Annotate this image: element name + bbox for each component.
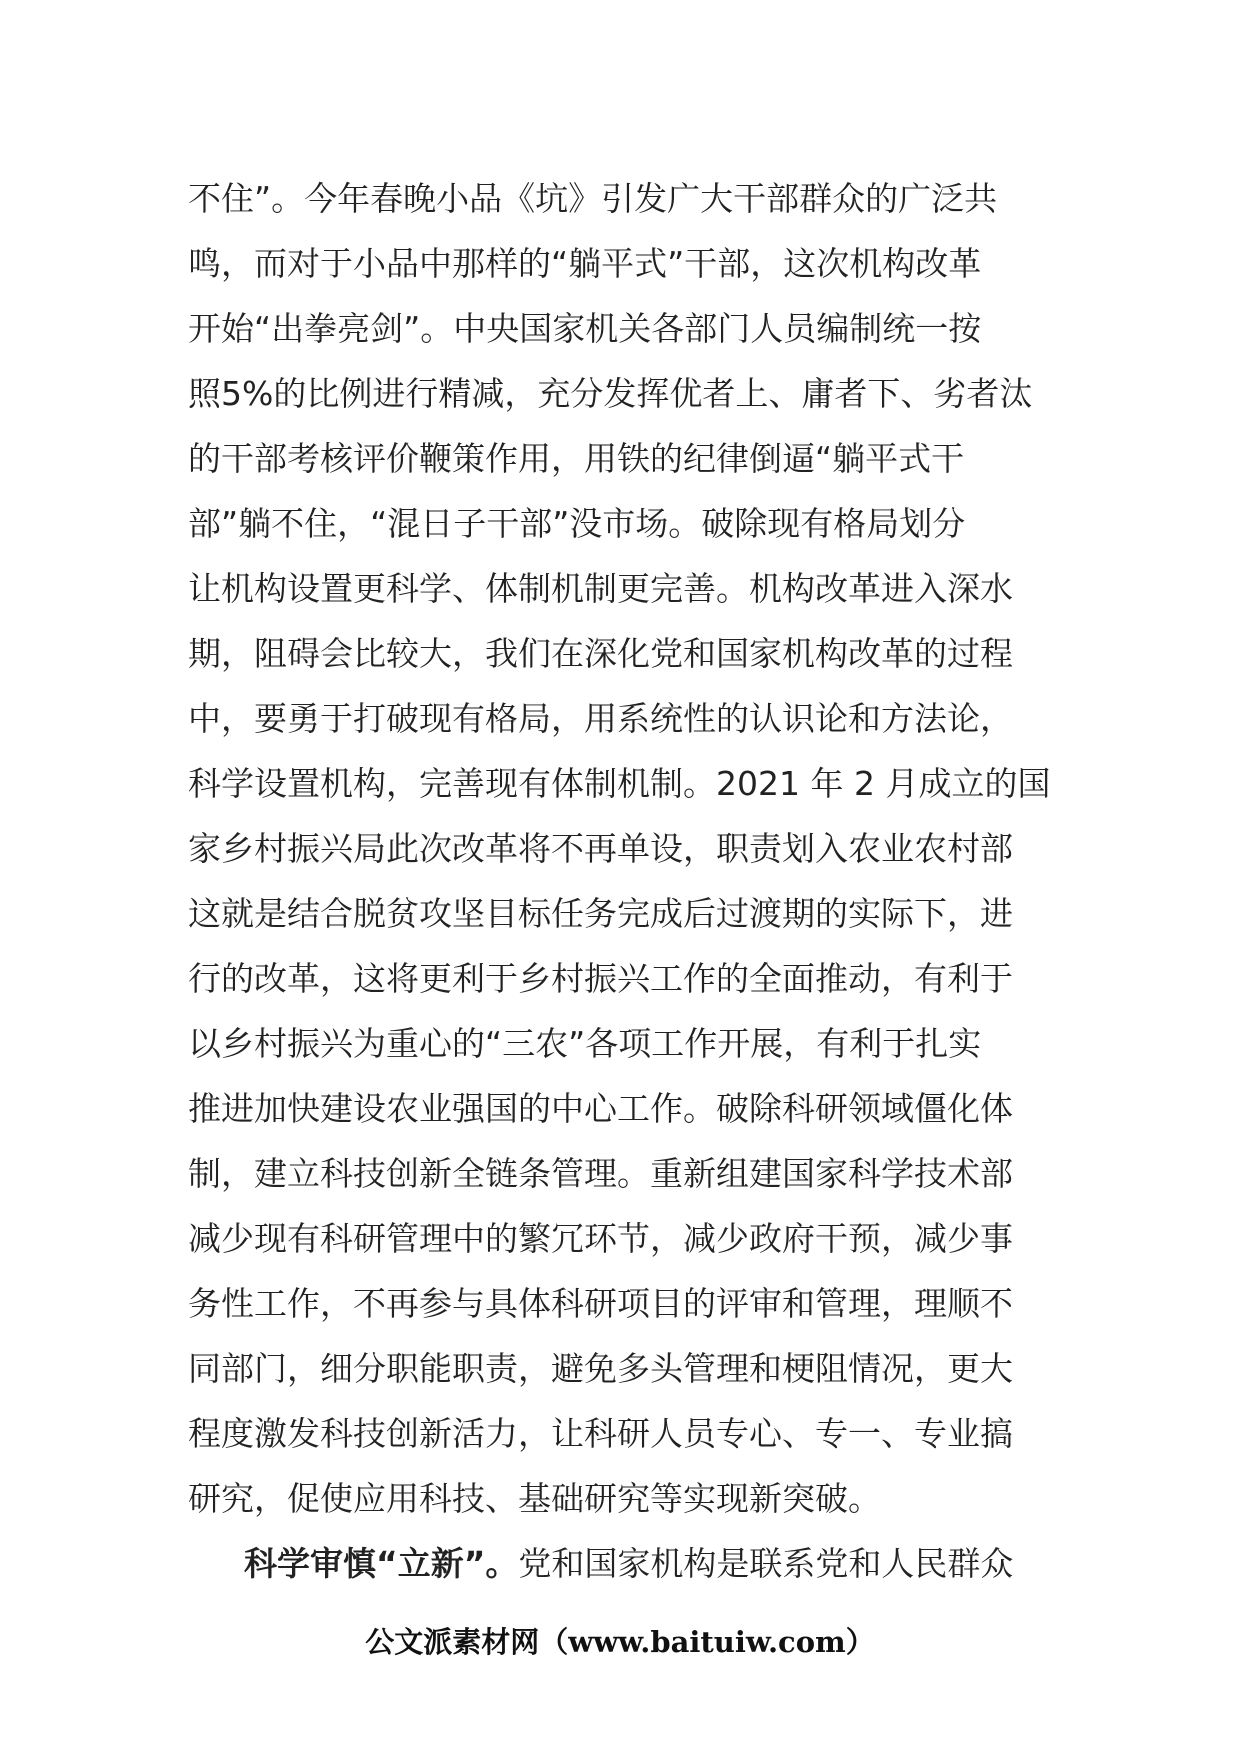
paragraph-line: 不住”。今年春晚小品《坑》引发广大干部群众的广泛共 [188, 179, 998, 218]
paragraph-line: 开始“出拳亮剑”。中央国家机关各部门人员编制统一按 [188, 309, 982, 348]
paragraph-line: 以乡村振兴为重心的“三农”各项工作开展，有利于扎实 [188, 1024, 982, 1063]
paragraph-line: 同部门，细分职能职责，避免多头管理和梗阻情况，更大 [188, 1349, 1013, 1388]
paragraph-line: 中，要勇于打破现有格局，用系统性的认识论和方法论， [188, 699, 1013, 738]
paragraph-line: 期，阻碍会比较大，我们在深化党和国家机构改革的过程 [188, 634, 1013, 673]
paragraph-line: 让机构设置更科学、体制机制更完善。机构改革进入深水 [188, 569, 1013, 608]
paragraph-2-text: 党和国家机构是联系党和人民群众 [518, 1544, 1014, 1583]
paragraph-line: 研究，促使应用科技、基础研究等实现新突破。 [188, 1479, 881, 1518]
paragraph-line: 这就是结合脱贫攻坚目标任务完成后过渡期的实际下，进 [188, 894, 1013, 933]
paragraph-line: 照5%的比例进行精减，充分发挥优者上、庸者下、劣者汰 [188, 374, 1033, 413]
paragraph-2-heading: 科学审慎“立新”。 [244, 1544, 519, 1583]
paragraph-line: 鸣，而对于小品中那样的“躺平式”干部，这次机构改革 [188, 244, 982, 283]
paragraph-line: 的干部考核评价鞭策作用，用铁的纪律倒逼“躺平式干 [188, 439, 965, 478]
body-text [188, 166, 1068, 1596]
paragraph-line: 务性工作，不再参与具体科研项目的评审和管理，理顺不 [188, 1284, 1013, 1323]
paragraph-line: 程度激发科技创新活力，让科研人员专心、专一、专业搞 [188, 1414, 1013, 1453]
paragraph-line: 减少现有科研管理中的繁冗环节，减少政府干预，减少事 [188, 1219, 1013, 1258]
paragraph-line: 部”躺不住，“混日子干部”没市场。破除现有格局划分 [188, 504, 966, 543]
paragraph-2-line [188, 1531, 1068, 1596]
paragraph-line: 推进加快建设农业强国的中心工作。破除科研领域僵化体 [188, 1089, 1013, 1128]
paragraph-line: 家乡村振兴局此次改革将不再单设，职责划入农业农村部 [188, 829, 1013, 868]
paragraph-line: 科学设置机构，完善现有体制机制。2021 年 2 月成立的国 [188, 764, 1051, 803]
paragraph-line: 制，建立科技创新全链条管理。重新组建国家科学技术部 [188, 1154, 1013, 1193]
watermark-footer: 公文派素材网（www.baituiw.com） [365, 1625, 875, 1659]
paragraph-line: 行的改革，这将更利于乡村振兴工作的全面推动，有利于 [188, 959, 1013, 998]
